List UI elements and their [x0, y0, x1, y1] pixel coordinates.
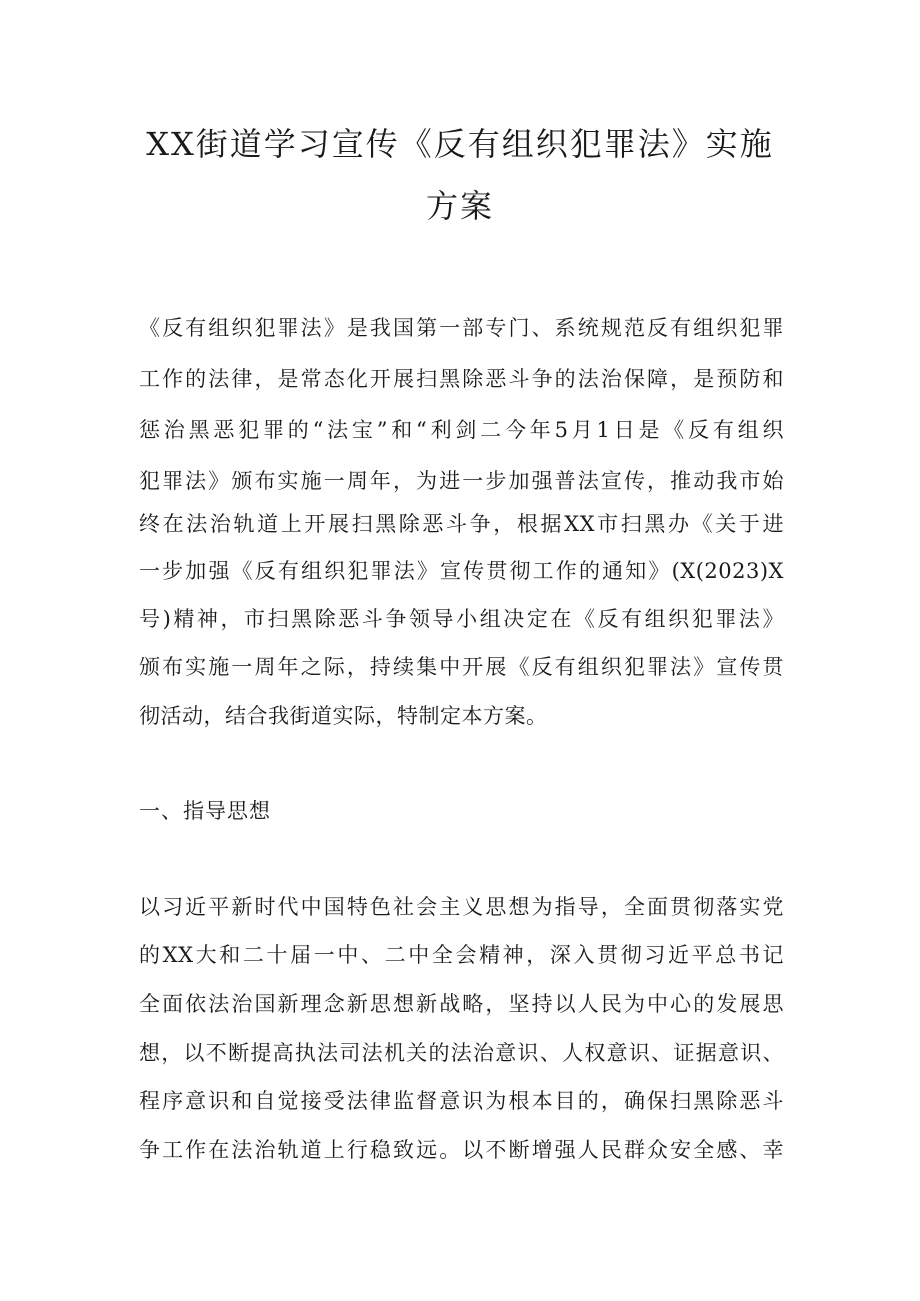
- document-title-continued: 方案: [425, 187, 494, 225]
- intro-paragraph-line: 惩治黑恶犯罪的“法宝”和“利剑二今年5月1日是《反有组织: [139, 418, 784, 442]
- intro-paragraph-line: 号)精神，市扫黑除恶斗争领导小组决定在《反有组织犯罪法》: [139, 607, 784, 631]
- section-paragraph-line: 以习近平新时代中国特色社会主义思想为指导，全面贯彻落实党: [139, 895, 784, 919]
- section-heading-guiding-ideology: 一、指导思想: [139, 799, 271, 823]
- intro-paragraph-line: 彻活动，结合我街道实际，特制定本方案。: [139, 704, 548, 728]
- document-title: XX街道学习宣传《反有组织犯罪法》实施: [146, 125, 774, 163]
- intro-paragraph-line: 一步加强《反有组织犯罪法》宣传贯彻工作的通知》(X(2023)X: [139, 559, 784, 583]
- section-paragraph-line: 程序意识和自觉接受法律监督意识为根本目的，确保扫黑除恶斗: [139, 1089, 784, 1113]
- section-paragraph-line: 的XX大和二十届一中、二中全会精神，深入贯彻习近平总书记: [139, 943, 784, 967]
- intro-paragraph-line: 犯罪法》颁布实施一周年，为进一步加强普法宣传，推动我市始: [139, 469, 784, 493]
- intro-paragraph-line: 工作的法律，是常态化开展扫黑除恶斗争的法治保障，是预防和: [139, 367, 784, 391]
- section-paragraph-line: 想，以不断提高执法司法机关的法治意识、人权意识、证据意识、: [139, 1041, 784, 1065]
- intro-paragraph-line: 颁布实施一周年之际，持续集中开展《反有组织犯罪法》宣传贯: [139, 655, 784, 679]
- intro-paragraph-line: 终在法治轨道上开展扫黑除恶斗争，根据XX市扫黑办《关于进: [139, 512, 784, 536]
- intro-paragraph-line: 《反有组织犯罪法》是我国第一部专门、系统规范反有组织犯罪: [139, 316, 784, 340]
- section-paragraph-line: 争工作在法治轨道上行稳致远。以不断增强人民群众安全感、幸: [139, 1138, 784, 1162]
- section-paragraph-line: 全面依法治国新理念新思想新战略，坚持以人民为中心的发展思: [139, 992, 784, 1016]
